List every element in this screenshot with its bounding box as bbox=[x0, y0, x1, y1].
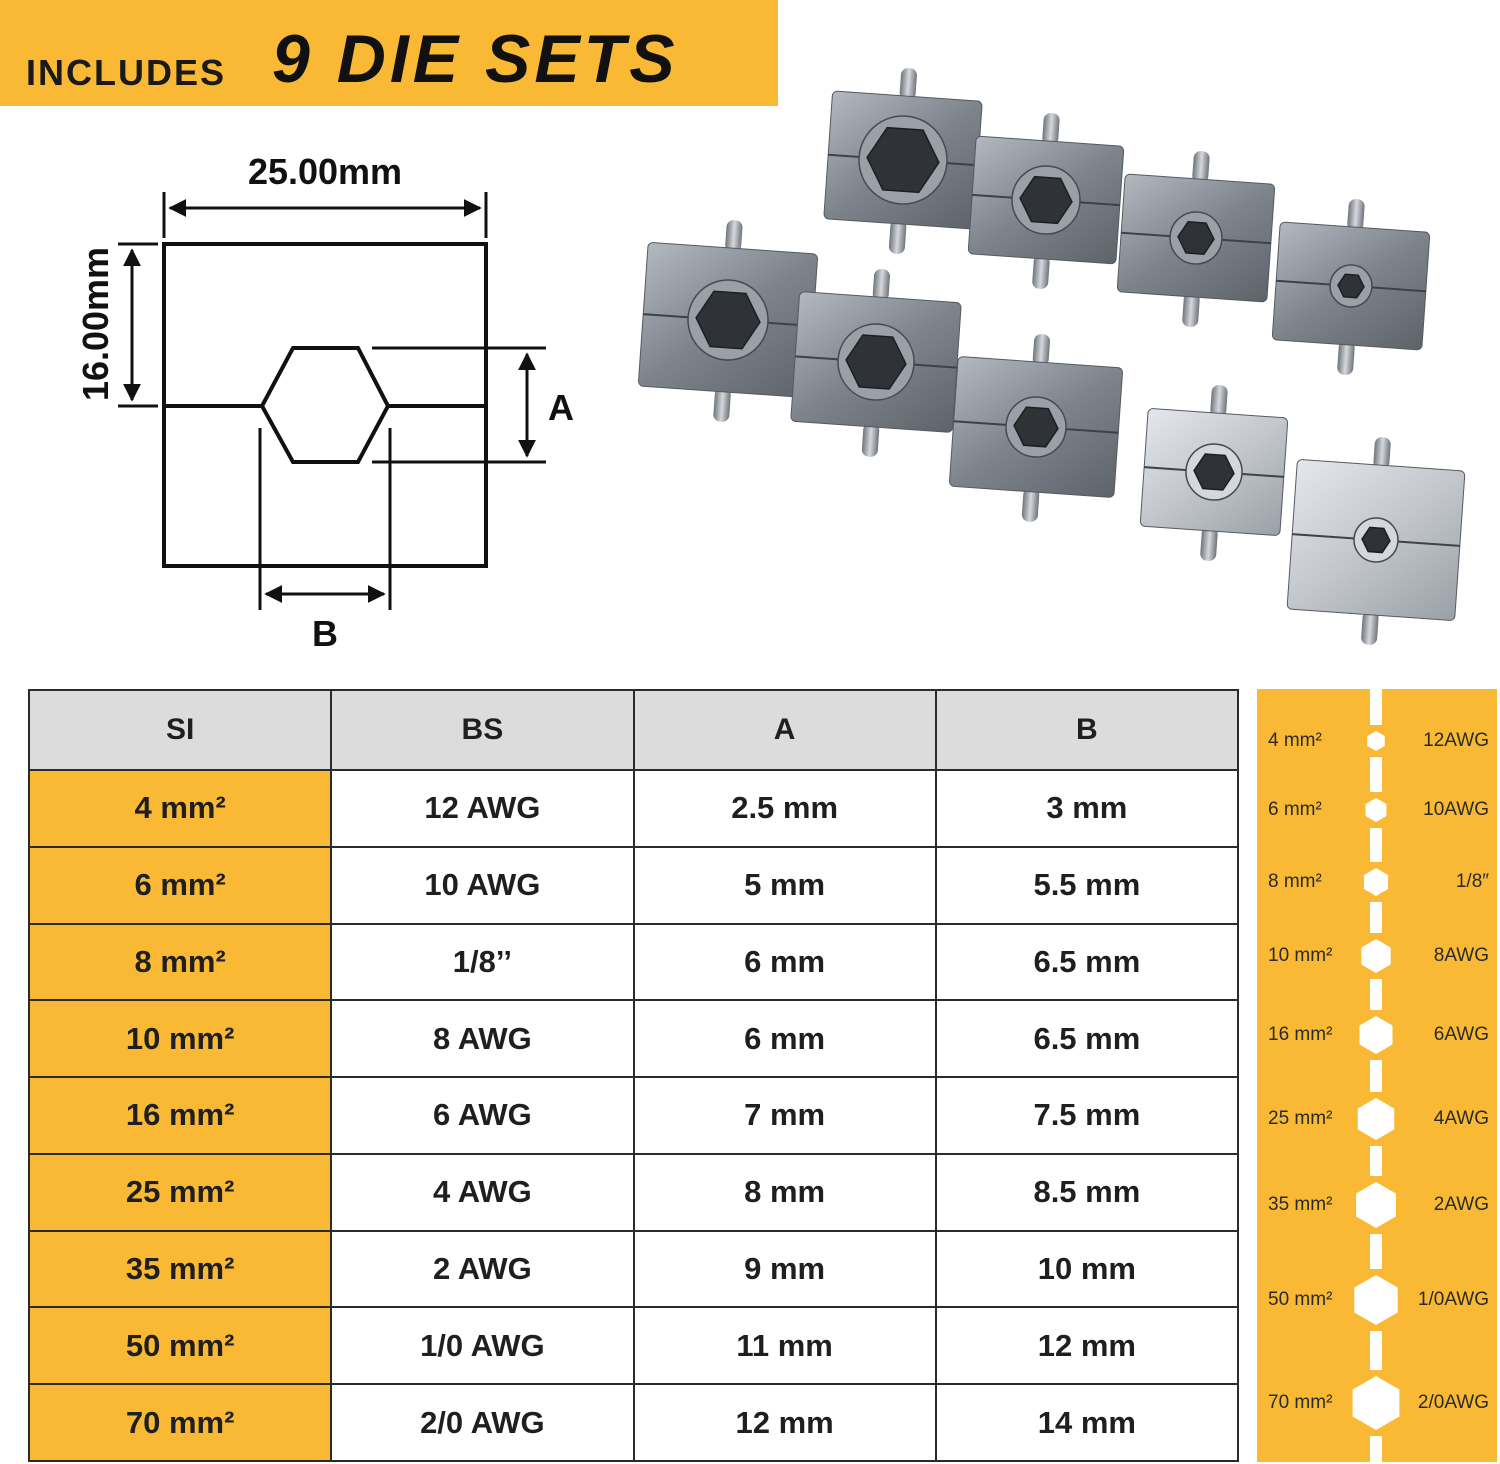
cell-bs: 1/8’’ bbox=[331, 924, 633, 1001]
size-awg: 8AWG bbox=[1433, 945, 1489, 966]
table-row bbox=[29, 1307, 1238, 1384]
cell-si: 50 mm² bbox=[29, 1307, 331, 1384]
cell-bs: 12 AWG bbox=[331, 770, 633, 847]
size-row bbox=[1257, 1388, 1497, 1418]
size-awg: 1/8″ bbox=[1455, 871, 1489, 892]
cell-a: 5 mm bbox=[634, 847, 936, 924]
size-awg: 2AWG bbox=[1433, 1194, 1489, 1215]
size-awg: 6AWG bbox=[1433, 1024, 1489, 1045]
header-b: B bbox=[936, 690, 1238, 770]
cell-si: 6 mm² bbox=[29, 847, 331, 924]
size-row bbox=[1257, 1104, 1497, 1134]
height-label: 16.00mm bbox=[75, 246, 116, 402]
size-si: 50 mm² bbox=[1268, 1289, 1333, 1310]
size-si: 10 mm² bbox=[1268, 945, 1333, 966]
cell-bs: 6 AWG bbox=[331, 1077, 633, 1154]
cell-bs: 1/0 AWG bbox=[331, 1307, 633, 1384]
cell-a: 6 mm bbox=[634, 1000, 936, 1077]
size-row bbox=[1257, 1190, 1497, 1220]
size-awg: 4AWG bbox=[1433, 1108, 1489, 1129]
cell-bs: 8 AWG bbox=[331, 1000, 633, 1077]
cell-bs: 4 AWG bbox=[331, 1154, 633, 1231]
size-row bbox=[1257, 1020, 1497, 1050]
size-si: 4 mm² bbox=[1268, 730, 1322, 751]
header-bs: BS bbox=[331, 690, 633, 770]
cell-si: 16 mm² bbox=[29, 1077, 331, 1154]
die-block-icon bbox=[1270, 194, 1432, 380]
size-awg: 2/0AWG bbox=[1417, 1392, 1489, 1413]
cell-si: 8 mm² bbox=[29, 924, 331, 1001]
hex-size-chart bbox=[1257, 689, 1497, 1462]
size-awg: 10AWG bbox=[1423, 799, 1489, 820]
die-block-icon bbox=[1138, 380, 1290, 565]
cell-b: 6.5 mm bbox=[936, 1000, 1238, 1077]
table-row bbox=[29, 770, 1238, 847]
banner-highlight: 9 DIE SETS bbox=[272, 21, 679, 97]
header-a: A bbox=[634, 690, 936, 770]
cell-a: 12 mm bbox=[634, 1384, 936, 1461]
cell-b: 6.5 mm bbox=[936, 924, 1238, 1001]
width-label: 25.00mm bbox=[247, 151, 403, 192]
table-row bbox=[29, 1231, 1238, 1308]
table-header-row bbox=[29, 690, 1238, 770]
size-awg: 1/0AWG bbox=[1417, 1289, 1489, 1310]
size-si: 70 mm² bbox=[1268, 1392, 1333, 1413]
die-block-icon bbox=[1115, 146, 1277, 332]
table-row bbox=[29, 1154, 1238, 1231]
die-spec-table bbox=[28, 689, 1239, 1462]
cell-si: 70 mm² bbox=[29, 1384, 331, 1461]
cell-b: 8.5 mm bbox=[936, 1154, 1238, 1231]
size-si: 8 mm² bbox=[1268, 871, 1322, 892]
a-label: A bbox=[548, 387, 574, 428]
size-si: 25 mm² bbox=[1268, 1108, 1333, 1129]
table-row bbox=[29, 1000, 1238, 1077]
size-si: 16 mm² bbox=[1268, 1024, 1333, 1045]
cell-a: 7 mm bbox=[634, 1077, 936, 1154]
cell-si: 4 mm² bbox=[29, 770, 331, 847]
size-row bbox=[1257, 941, 1497, 971]
cell-bs: 2 AWG bbox=[331, 1231, 633, 1308]
size-si: 35 mm² bbox=[1268, 1194, 1333, 1215]
banner-prefix: INCLUDES bbox=[26, 52, 227, 93]
b-label: B bbox=[312, 613, 338, 654]
die-block-icon bbox=[966, 108, 1126, 294]
size-si: 6 mm² bbox=[1268, 799, 1322, 820]
die-block-icon bbox=[1285, 431, 1467, 650]
cell-bs: 2/0 AWG bbox=[331, 1384, 633, 1461]
cell-b: 5.5 mm bbox=[936, 847, 1238, 924]
die-block-icon bbox=[822, 63, 985, 259]
cell-b: 10 mm bbox=[936, 1231, 1238, 1308]
cell-a: 2.5 mm bbox=[634, 770, 936, 847]
cell-b: 12 mm bbox=[936, 1307, 1238, 1384]
table-row bbox=[29, 924, 1238, 1001]
die-dimension-diagram bbox=[60, 130, 620, 670]
cell-a: 9 mm bbox=[634, 1231, 936, 1308]
size-row bbox=[1257, 867, 1497, 897]
cell-si: 25 mm² bbox=[29, 1154, 331, 1231]
size-row bbox=[1257, 1285, 1497, 1315]
size-row bbox=[1257, 726, 1497, 756]
header-si: SI bbox=[29, 690, 331, 770]
cell-bs: 10 AWG bbox=[331, 847, 633, 924]
cell-a: 6 mm bbox=[634, 924, 936, 1001]
cell-b: 7.5 mm bbox=[936, 1077, 1238, 1154]
cell-b: 3 mm bbox=[936, 770, 1238, 847]
die-block-icon bbox=[789, 264, 964, 463]
cell-si: 35 mm² bbox=[29, 1231, 331, 1308]
cell-b: 14 mm bbox=[936, 1384, 1238, 1461]
die-sets-photo bbox=[630, 60, 1490, 680]
cell-a: 8 mm bbox=[634, 1154, 936, 1231]
size-awg: 12AWG bbox=[1423, 730, 1489, 751]
table-row bbox=[29, 847, 1238, 924]
cell-si: 10 mm² bbox=[29, 1000, 331, 1077]
cell-a: 11 mm bbox=[634, 1307, 936, 1384]
size-row bbox=[1257, 795, 1497, 825]
die-block-icon bbox=[947, 328, 1125, 527]
table-row bbox=[29, 1077, 1238, 1154]
table-row bbox=[29, 1384, 1238, 1461]
